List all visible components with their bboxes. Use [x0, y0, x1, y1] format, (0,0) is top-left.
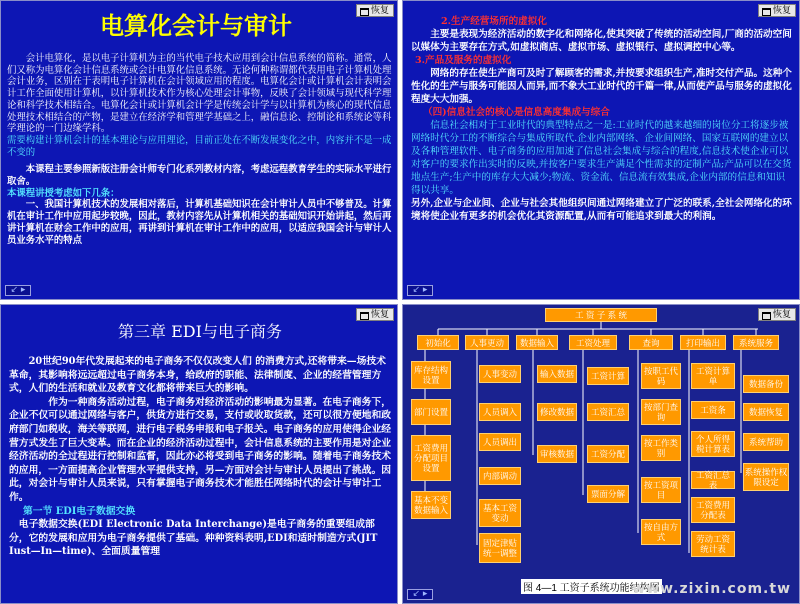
diagram-leaf-node: 人员调出 [479, 433, 521, 451]
diagram-leaf-node: 数据恢复 [743, 403, 789, 421]
section-heading: 3.产品及服务的虚拟化 [415, 55, 512, 66]
slide-edi-ecommerce [0, 304, 398, 604]
paragraph: 另外,企业与企业间、企业与社会其他组织间通过网络建立了广泛的联系,全社会网络化的环境将使企业有更多的机会优化其资源配置,从而有可能追求到最大的利润。 [411, 198, 792, 222]
diagram-level1-node: 打印输出 [680, 335, 726, 350]
diagram-leaf-node: 系统操作权限设定 [743, 463, 789, 491]
slide-nav-control[interactable]: ↙ ▸ [407, 589, 433, 600]
slide-body [7, 53, 393, 246]
diagram-level1-node: 人事更动 [465, 335, 509, 350]
slide-body [9, 355, 393, 559]
paragraph: 作为一种商务活动过程，电子商务对经济活动的影响最为显著。在电子商务下，企业不仅可以通过网络与客户，供货方进行交易，支付或收取货款，还可以很方便地和政府部门如税收，海关等联网，进行电子税务申报和电子报关。电子商务的应用使得企业经营方式发生了巨大变革。而在企业的经济活动过程中，会计信息系统的主要作用是对企业经济活动的全过程进行控制和监督，因此亦必将受到电子商务的影响。随着电子商务技术的应用，一方面提高企业管理水平提供支持，另—方面对会计与审计人员提出了挑战。因此，对会计与审计人员来说，只有掌握电子商务技术才能胜任网络时代的会计与审计工作。 [9, 396, 392, 503]
diagram-leaf-node: 内部调动 [479, 467, 521, 485]
figure-caption: 图 4—1 工资子系统功能结构图 [521, 579, 662, 594]
diagram-leaf-node: 劳动工资统计表 [691, 531, 735, 557]
paragraph: 需要构建计算机会计的基本理论与应用理论，目前正处在不断发展变化之中，内容并不是一成不变的 [7, 134, 392, 158]
section-heading: 第一节 EDI电子数据交换 [23, 505, 136, 517]
section-heading: （四)信息社会的核心是信息高度集成与综合 [423, 107, 610, 118]
paragraph: 信息社会相对于工业时代的典型特点之一是:工业时代的越来越细的岗位分工将逐步被网络时代分工的不断综合与集成所取代.企业内部网络、企业间网络、国家互联网的建立以及各种管理软件、电子商务的应用加速了信息社会集成与综合的程度,信息技术使企业可以对客户的要求作出实时的反映,并按客户要求生产满足个性需求的定制产品;产品可以在交货地点生产;生产中的库存大大减少;物流、资金流、信息流有效集成,企业内部的信息和知识得以共享。 [411, 120, 792, 196]
diagram-leaf-node: 按职工代码 [641, 363, 681, 389]
diagram-leaf-node: 个人所得税计算表 [691, 431, 735, 457]
slide-nav-control[interactable]: ↙ ▸ [5, 285, 31, 296]
slide-title: 第三章 EDI与电子商务 [118, 322, 282, 341]
diagram-leaf-node: 固定津贴统一调整 [479, 533, 521, 563]
diagram-leaf-node: 输入数据 [537, 365, 577, 383]
diagram-leaf-node: 审核数据 [537, 445, 577, 463]
diagram-leaf-node: 工资计算单 [691, 363, 735, 389]
restore-button[interactable]: 恢复 [758, 308, 796, 321]
diagram-leaf-node: 数据备份 [743, 375, 789, 393]
diagram-leaf-node: 按工资项目 [641, 477, 681, 503]
paragraph: 网络的存在使生产商可及时了解顾客的需求,并按要求组织生产,准时交付产品。这种个性化的生产与服务可能因人而异,而不象大工业时代的千篇一律,从而使产品与服务的虚拟化程度大大加强。 [411, 68, 792, 105]
diagram-level1-node: 工资处理 [569, 335, 617, 350]
slide-body [411, 15, 793, 223]
slide-virtualization [402, 0, 800, 300]
slide-payroll-diagram [402, 304, 800, 604]
slide-title: 电算化会计与审计 [100, 11, 292, 40]
diagram-leaf-node: 工资汇总表 [691, 471, 735, 489]
diagram-leaf-node: 工资汇总 [587, 403, 629, 421]
section-heading: 2.生产经营场所的虚拟化 [441, 16, 547, 27]
paragraph: 主要是表现为经济活动的数字化和网络化,使其突破了传统的活动空间,厂商的活动空间以媒体为主要存在方式,如虚拟商店、虚拟市场、虚拟银行、虚拟调控中心等。 [411, 29, 792, 53]
diagram-leaf-node: 人员调入 [479, 403, 521, 421]
paragraph: 20世纪90年代发展起来的电子商务不仅仅改变人们 的消费方式,还将带来—场技术革命，其影响将远远超过电子商务本身，给政府的职能、法律制度、企业的经营管理方式，人们的生活和就业及教育文化都将带来巨大的影响。 [9, 356, 386, 395]
diagram-root-node: 工 资 子 系 统 [545, 308, 657, 322]
diagram-level1-node: 数据输入 [516, 335, 558, 350]
diagram-leaf-node: 库存结构设置 [411, 361, 451, 389]
diagram-leaf-node: 系统帮助 [743, 433, 789, 451]
diagram-leaf-node: 按自由方式 [641, 519, 681, 545]
diagram-leaf-node: 工资条 [691, 401, 735, 419]
slide-nav-control[interactable]: ↙ ▸ [407, 285, 433, 296]
diagram-leaf-node: 工资费用分配表 [691, 497, 735, 523]
diagram-level1-node: 查询 [629, 335, 673, 350]
paragraph: 会计电算化，是以电子计算机为主的当代电子技术应用到会计信息系统的简称。通常，人们又称为电算化会计信息系统或会计电算化信息系统。无论何种称谓都代表用电子计算机处理会计业务，区别在于表明电子计算机在会计领域应用的程度。电算化会计或计算机会计表明会计工作全面使用计算机，以计算机技术作为核心处理会计事物，反映了会计领域与现代科学理论和科学技术相结合。电算化会计或计算机会计学是传统会计学与以计算机为核心的现代信息处理技术相结合的产物，是建立在经济学和管理学基础之上，融信息论、控制论和系统论等科学理论的一门边缘学科。 [7, 53, 392, 135]
paragraph: 电子数据交换(EDI Electronic Data Interchange)是电子商务的重要组成部分，它的发展和应用为电子商务提供了基础。种种资料表明,EDI和适时制造方式(JIT Iust—In—time)、全面质量管理 [9, 519, 378, 558]
diagram-leaf-node: 按工作类别 [641, 435, 681, 461]
diagram-leaf-node: 工资计算 [587, 367, 629, 385]
diagram-level1-node: 初始化 [417, 335, 459, 350]
diagram-leaf-node: 按部门查询 [641, 399, 681, 425]
diagram-leaf-node: 工资分配 [587, 445, 629, 463]
diagram-leaf-node: 部门设置 [411, 399, 451, 425]
paragraph: 本课程讲授考虑如下几条： [7, 187, 120, 199]
diagram-leaf-node: 人事变动 [479, 365, 521, 383]
paragraph: 一、我国计算机技术的发展相对落后，计算机基础知识在会计审计人员中不够普及。计算机在审计工作中应用起步较晚，因此，教材内容先从计算机相关的基础知识开始讲起，然后再讲计算机在财会工作中的应用，再讲到计算机在审计工作中的应用，以适应我国会计与审计人员业务水平的特点 [7, 199, 392, 246]
restore-button[interactable]: 恢复 [758, 4, 796, 17]
diagram-leaf-node: 修改数据 [537, 403, 577, 421]
watermark: www.zixin.com.tw [632, 581, 791, 597]
restore-button[interactable]: 恢复 [356, 308, 394, 321]
diagram-leaf-node: 基本不变数据输入 [411, 491, 451, 519]
restore-button[interactable]: 恢复 [356, 4, 394, 17]
diagram-leaf-node: 基本工资变动 [479, 499, 521, 527]
diagram-leaf-node: 工资费用分配项目设置 [411, 435, 451, 481]
slide-accounting-intro [0, 0, 398, 300]
diagram-level1-node: 系统服务 [733, 335, 779, 350]
diagram-leaf-node: 票面分解 [587, 485, 629, 503]
paragraph: 本课程主要参照新版注册会计师专门化系列教材内容，考虑远程教育学生的实际水平进行取舍。 [7, 164, 392, 188]
